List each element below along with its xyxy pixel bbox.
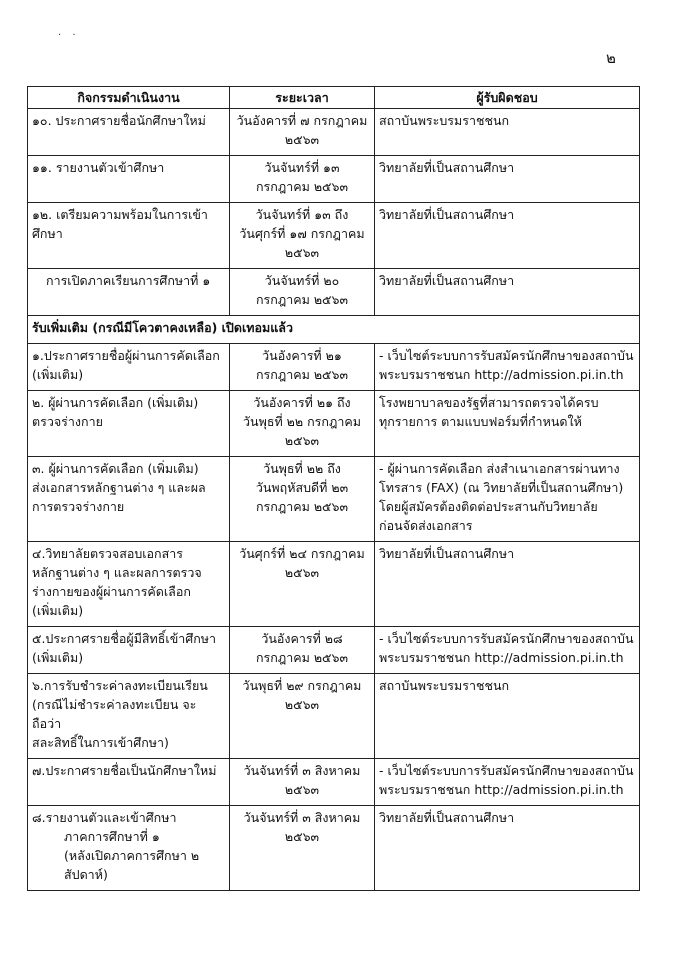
period-cell-line: วันอังคารที่ ๗ กรกฎาคม bbox=[236, 113, 368, 128]
activity-cell-line: ตรวจร่างกาย bbox=[32, 414, 103, 429]
owner-cell-line: ก่อนจัดส่งเอกสาร bbox=[379, 518, 473, 533]
period-cell-line: วันอังคารที่ ๒๑ ถึง bbox=[253, 395, 351, 410]
table-header-row bbox=[28, 87, 640, 109]
period-cell-line: กรกฎาคม ๒๕๖๓ bbox=[255, 179, 349, 194]
table-row bbox=[28, 269, 640, 316]
activity-cell-line: หลักฐานต่าง ๆ และผลการตรวจ bbox=[32, 565, 202, 580]
owner-cell-line: พระบรมราชชนก http://admission.pi.in.th bbox=[379, 650, 624, 665]
period-cell-line: วันอังคารที่ ๒๑ bbox=[262, 348, 342, 363]
period-cell-line: กรกฎาคม ๒๕๖๓ bbox=[255, 650, 349, 665]
period-cell bbox=[230, 269, 375, 316]
activity-cell-line: (เพิ่มเติม) bbox=[32, 603, 84, 618]
period-cell bbox=[230, 674, 375, 759]
period-cell-line: วันพุธที่ ๒๒ กรกฎาคม bbox=[243, 414, 361, 429]
owner-cell-line: วิทยาลัยที่เป็นสถานศึกษา bbox=[379, 810, 515, 825]
activity-cell-line: (เพิ่มเติม) bbox=[32, 650, 84, 665]
period-cell-line: กรกฎาคม ๒๕๖๓ bbox=[255, 292, 349, 307]
owner-cell-line: - เว็บไซต์ระบบการรับสมัครนักศึกษาของสถาบัน bbox=[379, 631, 634, 646]
activity-cell-line: การเปิดภาคเรียนการศึกษาที่ ๑ bbox=[46, 273, 211, 288]
owner-cell-line: พระบรมราชชนก http://admission.pi.in.th bbox=[379, 367, 624, 382]
activity-cell-line: ส่งเอกสารหลักฐานต่าง ๆ และผล bbox=[32, 480, 206, 495]
period-cell-line: ๒๕๖๓ bbox=[284, 782, 320, 797]
period-cell-line: กรกฎาคม ๒๕๖๓ bbox=[255, 499, 349, 514]
table-row bbox=[28, 391, 640, 457]
activity-cell-line: ภาคการศึกษาที่ ๑ bbox=[64, 829, 160, 844]
activity-cell bbox=[28, 156, 230, 203]
period-cell-line: วันพุธที่ ๒๙ กรกฎาคม bbox=[242, 678, 362, 693]
activity-cell bbox=[28, 457, 230, 542]
activity-cell-line: สละสิทธิ์ในการเข้าศึกษา) bbox=[32, 735, 169, 750]
table-row bbox=[28, 674, 640, 759]
period-cell bbox=[230, 156, 375, 203]
owner-cell bbox=[375, 627, 640, 674]
table-row bbox=[28, 627, 640, 674]
header-period: ระยะเวลา bbox=[230, 87, 375, 109]
period-cell-line: วันพฤหัสบดีที่ ๒๓ bbox=[255, 480, 349, 495]
owner-cell-line: วิทยาลัยที่เป็นสถานศึกษา bbox=[379, 273, 515, 288]
table-row bbox=[28, 542, 640, 627]
period-cell-line: วันศุกร์ที่ ๑๗ กรกฎาคม bbox=[239, 226, 365, 241]
owner-cell bbox=[375, 674, 640, 759]
scan-specks: · · bbox=[58, 30, 80, 41]
owner-cell bbox=[375, 344, 640, 391]
owner-cell bbox=[375, 391, 640, 457]
section-heading: รับเพิ่มเติม (กรณีมีโควตาคงเหลือ) เปิดเทอมแล้ว bbox=[28, 316, 640, 344]
period-cell bbox=[230, 542, 375, 627]
period-cell-line: วันศุกร์ที่ ๒๔ กรกฎาคม bbox=[239, 546, 365, 561]
period-cell-line: กรกฎาคม ๒๕๖๓ bbox=[255, 367, 349, 382]
period-cell-line: ๒๕๖๓ bbox=[284, 829, 320, 844]
period-cell bbox=[230, 109, 375, 156]
owner-cell bbox=[375, 457, 640, 542]
owner-cell-line: โรงพยาบาลของรัฐที่สามารถตรวจได้ครบ bbox=[379, 395, 599, 410]
activity-cell-line: ๘.รายงานตัวและเข้าศึกษา bbox=[32, 810, 177, 825]
period-cell-line: ๒๕๖๓ bbox=[284, 245, 320, 260]
owner-cell-line: สถาบันพระบรมราชชนก bbox=[379, 678, 510, 693]
activity-cell-line: การตรวจร่างกาย bbox=[32, 499, 125, 514]
owner-cell bbox=[375, 806, 640, 891]
period-cell bbox=[230, 203, 375, 269]
owner-cell-line: วิทยาลัยที่เป็นสถานศึกษา bbox=[379, 207, 515, 222]
period-cell-line: วันจันทร์ที่ ๑๓ ถึง bbox=[255, 207, 349, 222]
owner-cell bbox=[375, 109, 640, 156]
table-row bbox=[28, 156, 640, 203]
period-cell-line: วันจันทร์ที่ ๒๐ bbox=[264, 273, 340, 288]
activity-cell-line: (หลังเปิดภาคการศึกษา ๒ สัปดาห์) bbox=[64, 848, 200, 882]
owner-cell bbox=[375, 203, 640, 269]
period-cell bbox=[230, 759, 375, 806]
schedule-table bbox=[27, 86, 640, 891]
owner-cell-line: วิทยาลัยที่เป็นสถานศึกษา bbox=[379, 160, 515, 175]
activity-cell bbox=[28, 269, 230, 316]
period-cell-line: ๒๕๖๓ bbox=[284, 433, 320, 448]
activity-cell bbox=[28, 109, 230, 156]
period-cell bbox=[230, 344, 375, 391]
activity-cell-line: ๗.ประกาศรายชื่อเป็นนักศึกษาใหม่ bbox=[32, 763, 217, 778]
owner-cell bbox=[375, 156, 640, 203]
period-cell-line: วันอังคารที่ ๒๘ bbox=[261, 631, 343, 646]
period-cell bbox=[230, 391, 375, 457]
period-cell bbox=[230, 457, 375, 542]
activity-cell bbox=[28, 391, 230, 457]
activity-cell-line: ๔.วิทยาลัยตรวจสอบเอกสาร bbox=[32, 546, 183, 561]
activity-cell bbox=[28, 674, 230, 759]
activity-cell-line: (เพิ่มเติม) bbox=[32, 367, 84, 382]
header-owner: ผู้รับผิดชอบ bbox=[375, 87, 640, 109]
activity-cell-line: (กรณีไม่ชำระค่าลงทะเบียน จะถือว่า bbox=[32, 697, 197, 731]
activity-cell-line: ๕.ประกาศรายชื่อผู้มีสิทธิ์เข้าศึกษา bbox=[32, 631, 217, 646]
table-row bbox=[28, 457, 640, 542]
period-cell-line: วันพุธที่ ๒๒ ถึง bbox=[263, 461, 341, 476]
activity-cell-line: ๒. ผู้ผ่านการคัดเลือก (เพิ่มเติม) bbox=[32, 395, 199, 410]
activity-cell-line: ๓. ผู้ผ่านการคัดเลือก (เพิ่มเติม) bbox=[32, 461, 199, 476]
owner-cell bbox=[375, 759, 640, 806]
section-heading-row bbox=[28, 316, 640, 344]
period-cell-line: วันจันทร์ที่ ๓ สิงหาคม bbox=[243, 763, 361, 778]
header-activity: กิจกรรมดำเนินงาน bbox=[28, 87, 230, 109]
owner-cell bbox=[375, 542, 640, 627]
owner-cell-line: ทุกรายการ ตามแบบฟอร์มที่กำหนดให้ bbox=[379, 414, 582, 429]
owner-cell bbox=[375, 269, 640, 316]
period-cell bbox=[230, 806, 375, 891]
activity-cell-line: ๑๒. เตรียมความพร้อมในการเข้าศึกษา bbox=[32, 207, 208, 241]
activity-cell bbox=[28, 344, 230, 391]
activity-cell-line: ร่างกายของผู้ผ่านการคัดเลือก bbox=[32, 584, 191, 599]
activity-cell-line: ๑๐. ประกาศรายชื่อนักศึกษาใหม่ bbox=[32, 113, 206, 128]
page-number: ๒ bbox=[606, 49, 616, 67]
table-row bbox=[28, 806, 640, 891]
activity-cell bbox=[28, 627, 230, 674]
activity-cell-line: ๑๑. รายงานตัวเข้าศึกษา bbox=[32, 160, 165, 175]
activity-cell bbox=[28, 203, 230, 269]
table-row bbox=[28, 109, 640, 156]
owner-cell-line: - เว็บไซต์ระบบการรับสมัครนักศึกษาของสถาบัน bbox=[379, 763, 634, 778]
period-cell-line: วันจันทร์ที่ ๓ สิงหาคม bbox=[243, 810, 361, 825]
period-cell-line: ๒๕๖๓ bbox=[284, 132, 320, 147]
activity-cell bbox=[28, 759, 230, 806]
period-cell-line: ๒๕๖๓ bbox=[284, 565, 320, 580]
owner-cell-line: โดยผู้สมัครต้องติดต่อประสานกับวิทยาลัย bbox=[379, 499, 598, 514]
owner-cell-line: โทรสาร (FAX) (ณ วิทยาลัยที่เป็นสถานศึกษา) bbox=[379, 480, 624, 495]
table-row bbox=[28, 759, 640, 806]
owner-cell-line: วิทยาลัยที่เป็นสถานศึกษา bbox=[379, 546, 515, 561]
activity-cell bbox=[28, 806, 230, 891]
owner-cell-line: สถาบันพระบรมราชชนก bbox=[379, 113, 510, 128]
owner-cell-line: - ผู้ผ่านการคัดเลือก ส่งสำเนาเอกสารผ่านทาง bbox=[379, 461, 620, 476]
table-row bbox=[28, 344, 640, 391]
table-row bbox=[28, 203, 640, 269]
owner-cell-line: พระบรมราชชนก http://admission.pi.in.th bbox=[379, 782, 624, 797]
activity-cell-line: ๑.ประกาศรายชื่อผู้ผ่านการคัดเลือก bbox=[32, 348, 220, 363]
period-cell bbox=[230, 627, 375, 674]
activity-cell-line: ๖.การรับชำระค่าลงทะเบียนเรียน bbox=[32, 678, 208, 693]
period-cell-line: ๒๕๖๓ bbox=[284, 697, 320, 712]
period-cell-line: วันจันทร์ที่ ๑๓ bbox=[264, 160, 340, 175]
activity-cell bbox=[28, 542, 230, 627]
owner-cell-line: - เว็บไซต์ระบบการรับสมัครนักศึกษาของสถาบัน bbox=[379, 348, 634, 363]
